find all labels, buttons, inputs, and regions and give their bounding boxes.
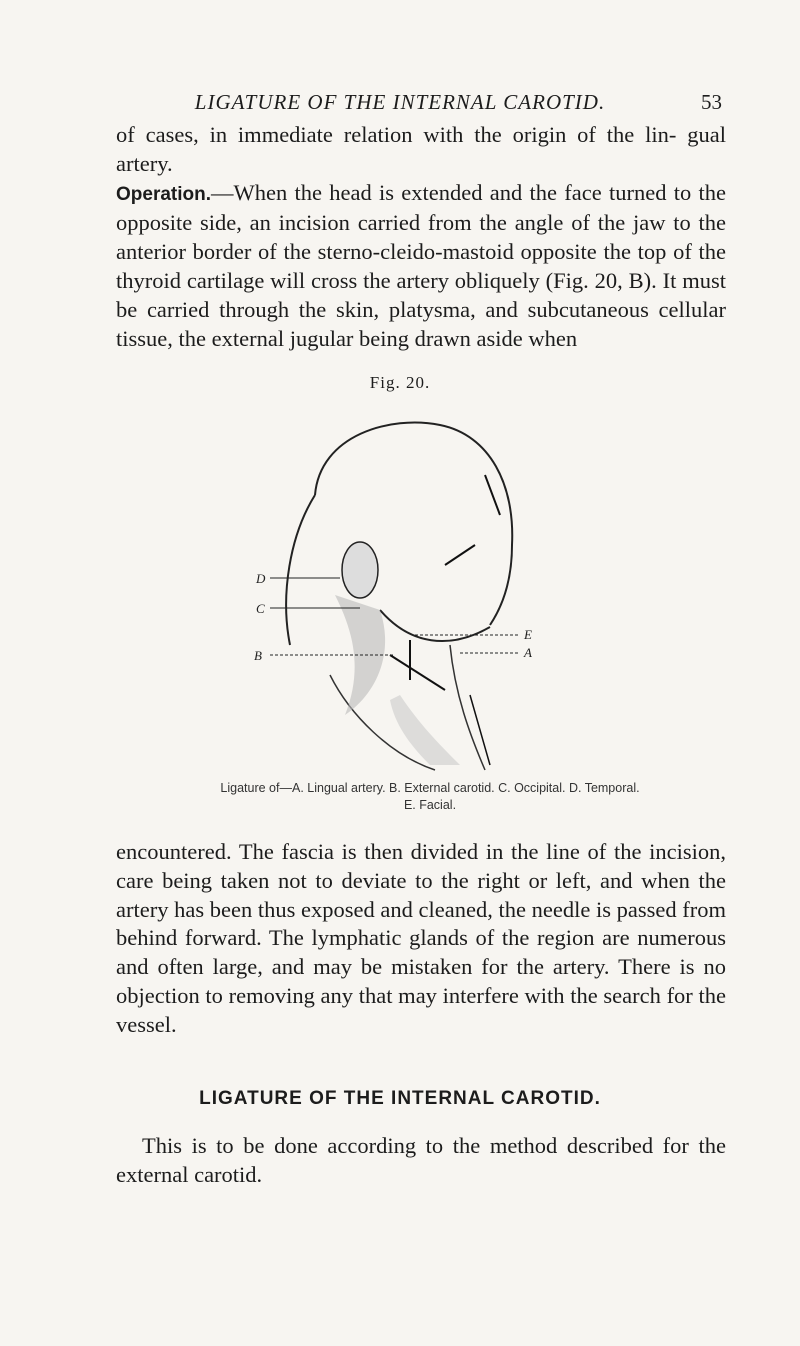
paragraph-internal-carotid: This is to be done according to the method described for the external carotid. bbox=[116, 1133, 726, 1187]
section-heading: LIGATURE OF THE INTERNAL CAROTID. bbox=[199, 1088, 601, 1109]
paragraph-fascia: encountered. The fascia is then divided in the line of the incision, care being taken not to deviate to the right or left, and when the artery has been thus exposed and cleaned, the needle is passed from behind forward. The lymphatic glands of the region are numerous and often large, and may be mistaken for the artery. There is no objection to removing any that may interfere with the search for the vessel. bbox=[116, 839, 726, 1037]
incision-line bbox=[485, 475, 500, 515]
caption-line-1: Ligature of—A. Lingual artery. B. External carotid. C. Occipital. D. Temporal. bbox=[220, 781, 640, 795]
figure-label: Fig. 20. bbox=[369, 373, 431, 392]
paragraph-operation bbox=[116, 121, 726, 353]
head-outline bbox=[315, 423, 512, 625]
running-head bbox=[118, 90, 722, 120]
face-outline bbox=[286, 495, 315, 645]
incision-line bbox=[445, 545, 475, 565]
figure-illustration bbox=[200, 395, 600, 775]
figure-letter-e: E bbox=[524, 627, 532, 642]
caption-line-2: E. Facial. bbox=[403, 798, 457, 812]
incision-line bbox=[390, 655, 445, 690]
figure-caption bbox=[150, 780, 710, 814]
incision-line bbox=[470, 695, 490, 765]
operation-text: —When the head is extended and the face turned to the opposite side, an incision carried from the angle of the jaw to the anterior border of the sterno-cleido-mastoid opposite the top of the thyroid cartilage will cross the artery obliquely (Fig. 20, B). It must be carried through the skin, platysma, and subcutaneous cellular tissue, the external jugular being drawn aside when bbox=[116, 179, 726, 351]
ear bbox=[342, 542, 378, 598]
operation-lead: Operation. bbox=[116, 183, 212, 205]
figure-letter-d: D bbox=[256, 571, 266, 586]
running-title: LIGATURE OF THE INTERNAL CAROTID. bbox=[194, 90, 606, 114]
page-number: 53 bbox=[701, 90, 722, 114]
figure-letter-a: A bbox=[524, 645, 532, 660]
jaw-outline bbox=[380, 610, 490, 641]
figure-letter-c: C bbox=[256, 601, 265, 616]
figure-letter-b: B bbox=[254, 648, 262, 663]
anatomical-figure bbox=[200, 395, 600, 775]
paragraph-intro: of cases, in immediate relation with the origin of the lin- gual artery. bbox=[116, 122, 726, 176]
shading-neck bbox=[390, 695, 460, 765]
